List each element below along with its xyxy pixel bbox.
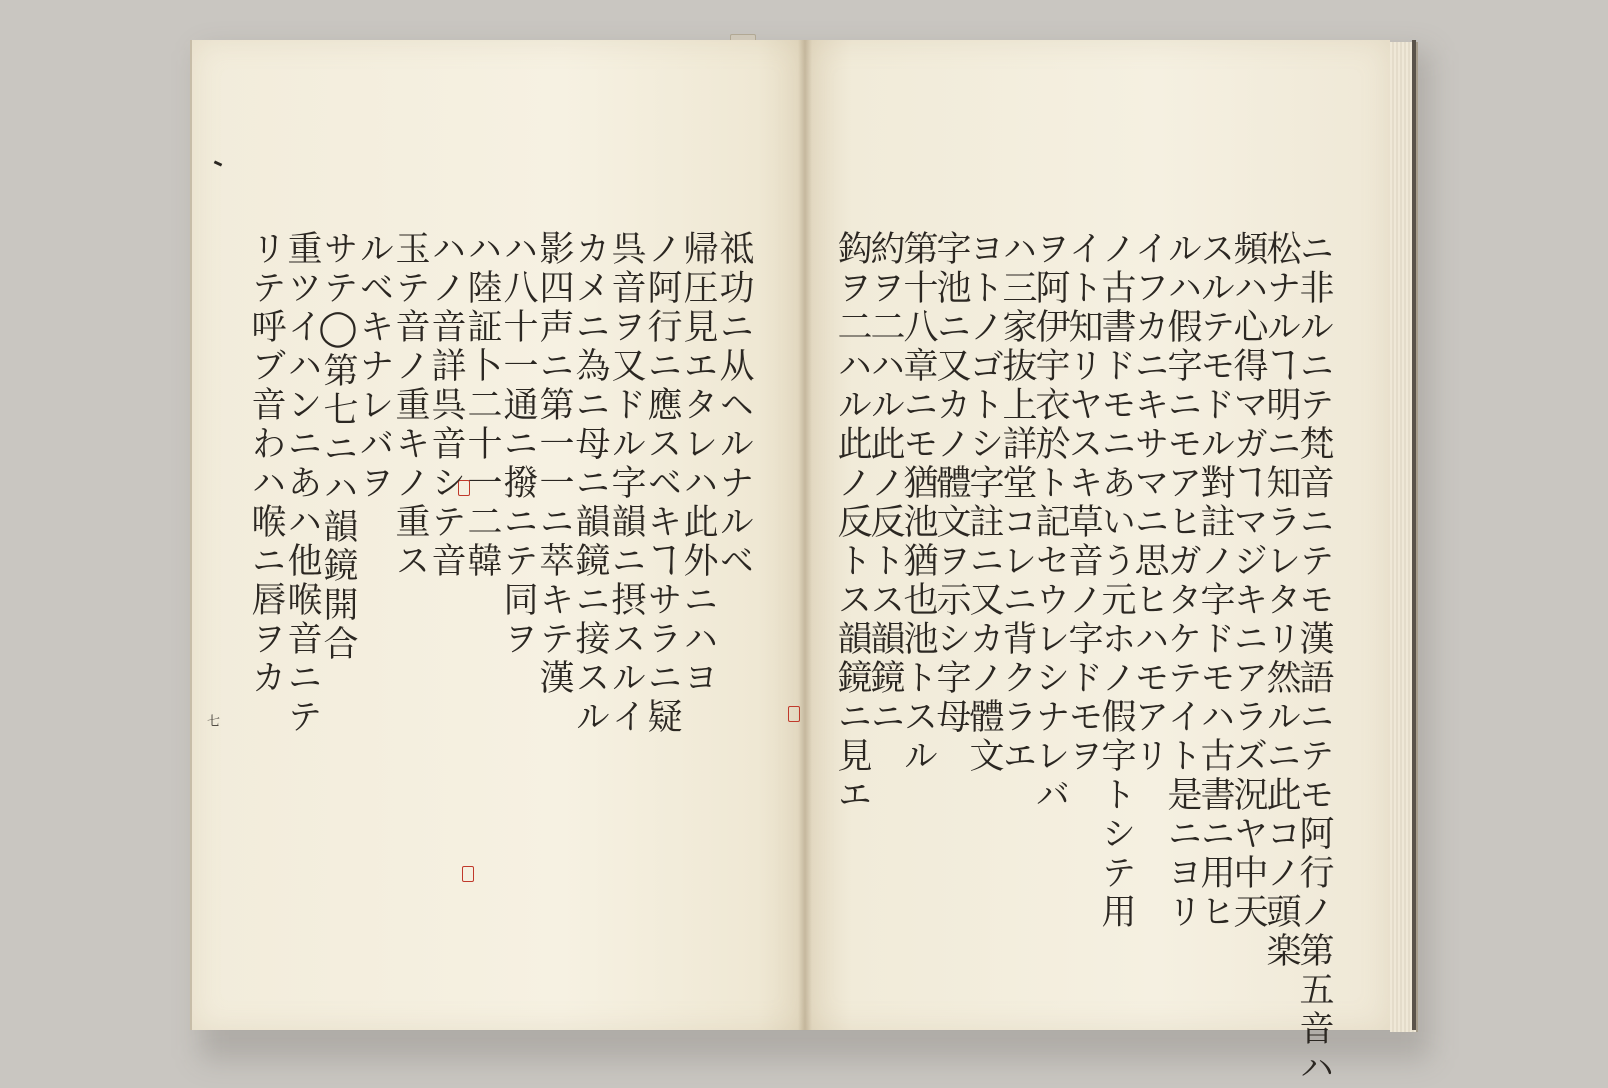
text-column: 松ナルヿ明ニ知ラレタリ然ルニ此コノ頭楽 <box>1261 230 1301 971</box>
text-column: 祗功ニ从ヘルナルベ <box>714 230 754 581</box>
book-cover-edge <box>1412 40 1416 1030</box>
red-seal-mark <box>462 866 474 882</box>
text-column: ノ阿行ニ應スベキヿサラニ疑 <box>642 230 682 737</box>
text-column: 第十八章ニモ猶池猶也池トスル <box>898 230 938 776</box>
text-column: 約ヲ二ハル此ノ反トス韻鏡ニ <box>865 230 905 737</box>
text-column: カメニ為ニ母ニ韻鏡ニ接スル <box>570 230 610 737</box>
book-spine <box>798 40 812 1030</box>
text-column: 字池ニ又カノ體文ヲ示シ字母 <box>931 230 971 737</box>
text-column: サテ◯第七ニハ韻鏡開合 <box>318 230 358 664</box>
text-column: 玉テ音ノ重キノ重ス <box>390 230 430 581</box>
red-seal-mark <box>788 706 800 722</box>
text-column: スルテモドル對註ノ字ドモハ古書ニ用ヒ <box>1195 230 1235 932</box>
text-column: ノ古書ドモニあいう元ホノ假字トシテ用 <box>1096 230 1136 932</box>
text-column: 頻ハ心得マガヿマジキニアラズ況ヤ中天 <box>1228 230 1268 932</box>
text-column: 重ツイハンニあハ他喉音ニテ <box>282 230 322 737</box>
text-column: 呉音ヲ又ドル字韻ニ摂スルイ <box>606 230 646 737</box>
text-column: ハ陸証卜二十一二韓 <box>462 230 502 581</box>
text-column: イフカニキサマニ思ヒハモアリ <box>1129 230 1169 776</box>
text-column: ヲ阿伊宇衣於ト記セウレシナレバ <box>1030 230 1070 815</box>
text-column: ハノ音詳呉音シテ音 <box>426 230 466 581</box>
text-column: ハ三家抜上詳堂コレニ背クラエ <box>997 230 1037 776</box>
text-column: ルベキナレバヲ <box>354 230 394 503</box>
text-column: ルハ假字ニモアヒガタケテイト是ニヨリ <box>1162 230 1202 932</box>
text-column: 鈎ヲ二ハル此ノ反トス韻鏡ニ見エ <box>832 230 872 815</box>
text-column: 影四声ニ第一一ニ萃キテ漢 <box>534 230 574 698</box>
text-column: イト知リヤスキ草音ノ字ドモヲ <box>1063 230 1103 776</box>
text-column: ハ八十一通ニ撥ニテ同ヲ <box>498 230 538 659</box>
text-column: 帰圧見エタレハ此外ニハヨ <box>678 230 718 698</box>
text-column: ニ非ルニテ梵音ニテモ漢語ニテモ阿行ノ第五音ハ <box>1294 230 1334 1088</box>
text-column: リテ呼ブ音わハ喉ニ唇ヲカ <box>246 230 286 698</box>
text-column: ヨトノゴトシ字註ニ又カノ體文 <box>964 230 1004 776</box>
page-number: 七 <box>204 714 219 727</box>
